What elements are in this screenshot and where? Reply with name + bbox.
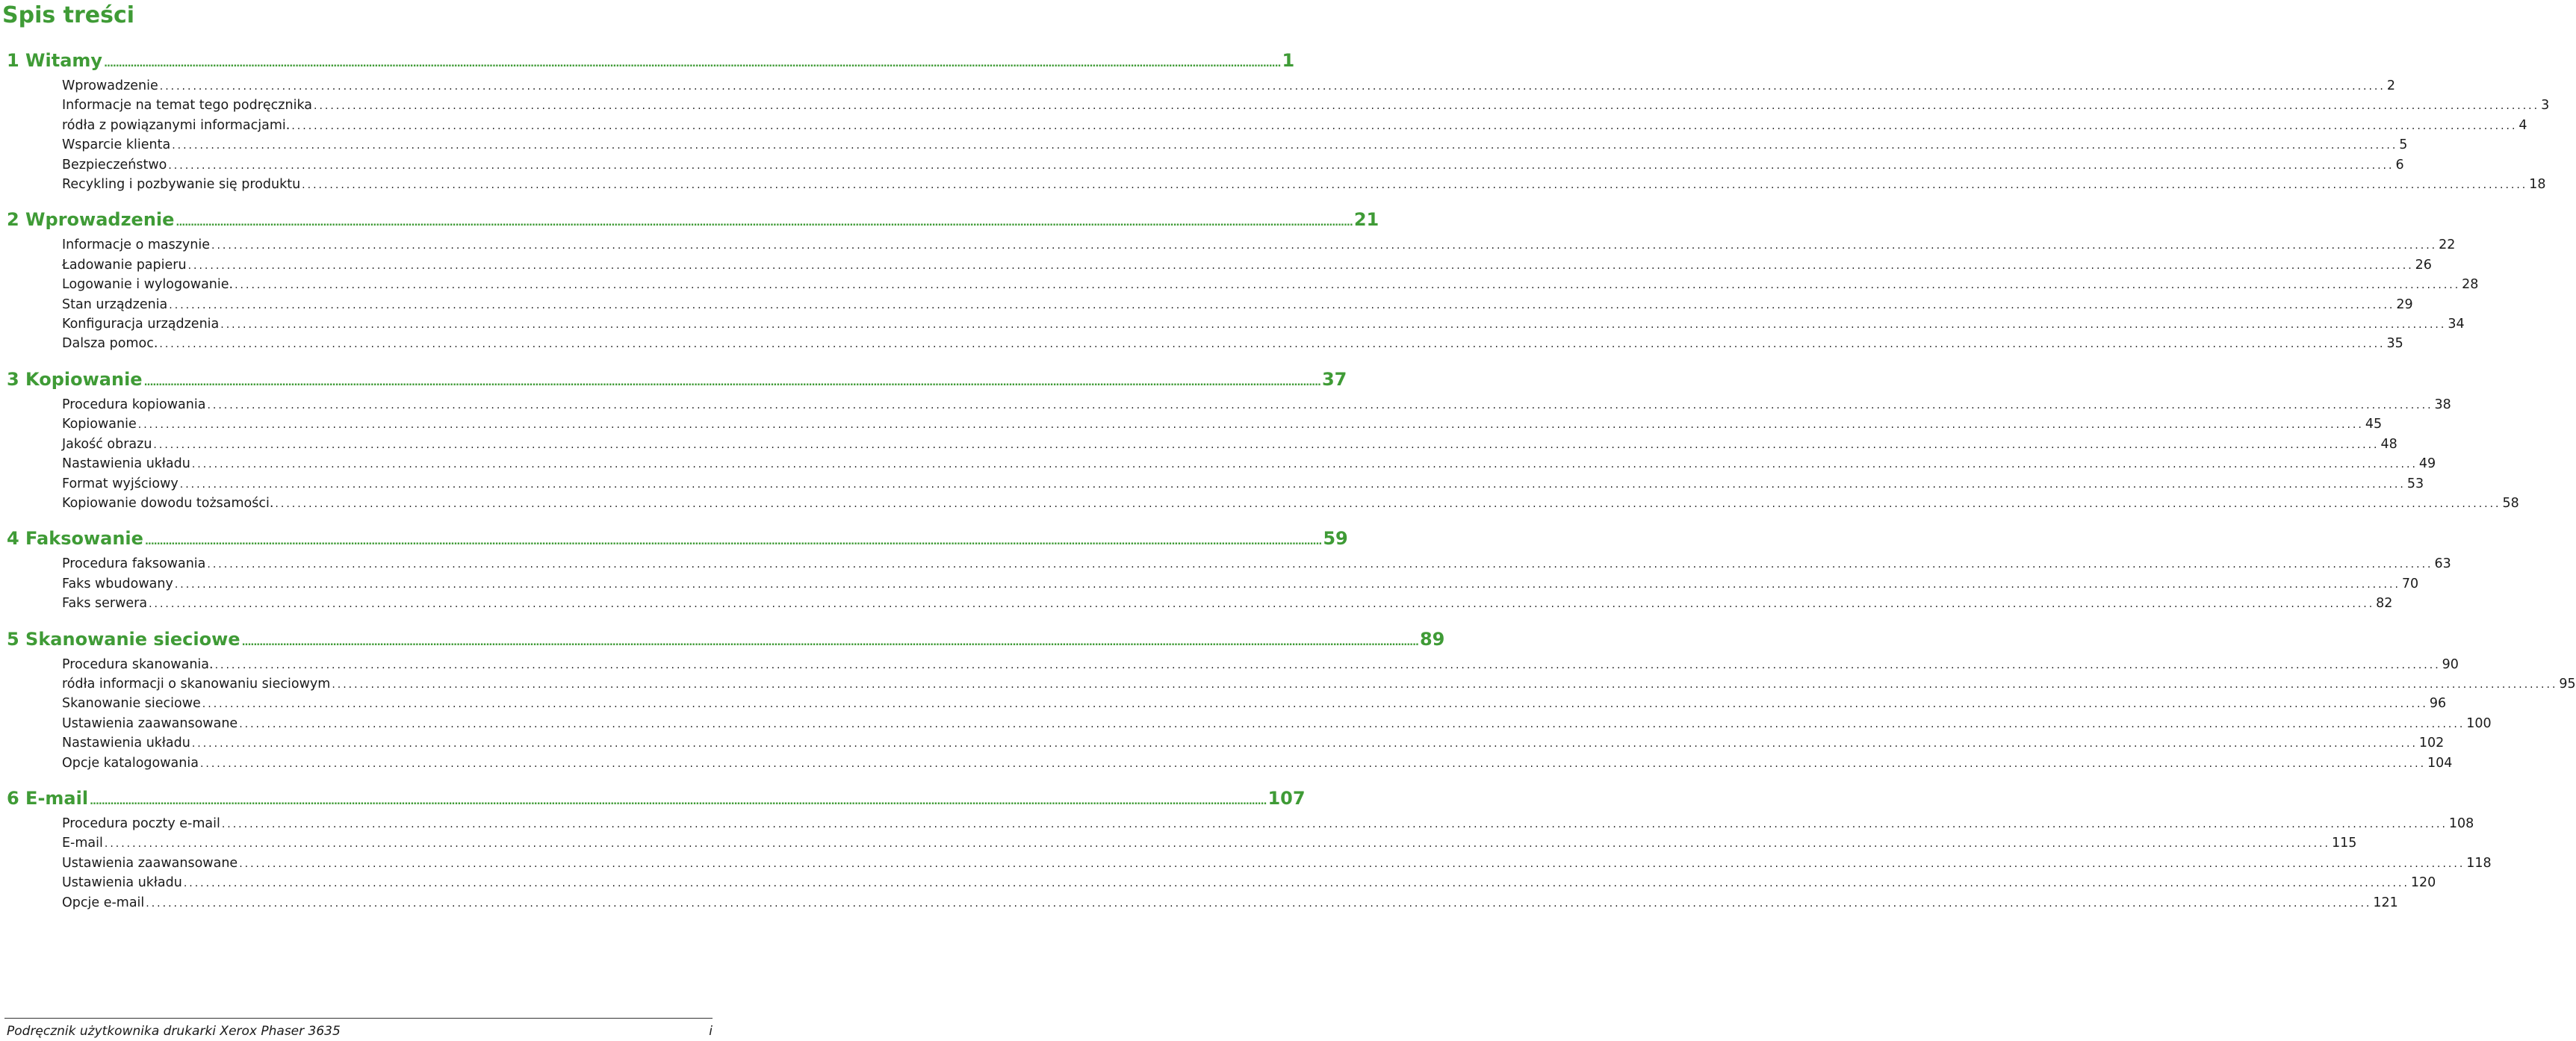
dot-leader: ................................................................................................................................................................................................................................................................................................................................................................................................................ xyxy=(146,897,2372,910)
dot-leader: ................................................................................................................................................................................................................................................................................................................................................................................................................ xyxy=(207,559,2433,571)
footer-page-number: i xyxy=(709,1024,713,1039)
toc-entry-list xyxy=(0,77,2550,195)
entry-page-number: 63 xyxy=(2434,556,2451,572)
entry-page-number: 28 xyxy=(2462,277,2479,293)
toc-chapter[interactable] xyxy=(7,627,1445,656)
chapter-title: 6 E-mail xyxy=(7,787,89,809)
toc-chapter[interactable] xyxy=(7,367,1347,396)
entry-title: Opcje e-mail xyxy=(62,895,145,910)
toc-entry[interactable] xyxy=(62,256,2432,276)
toc-entry[interactable] xyxy=(62,136,2408,155)
chapter-title: 1 Witamy xyxy=(7,50,103,71)
entry-title: Informacje na temat tego podręcznika xyxy=(62,98,312,114)
toc-entry[interactable] xyxy=(62,754,2453,774)
toc-entry[interactable] xyxy=(62,594,2393,614)
toc-entry-list xyxy=(0,815,2492,913)
entry-page-number: 29 xyxy=(2396,296,2413,312)
toc-entry[interactable] xyxy=(62,296,2413,315)
entry-page-number: 6 xyxy=(2395,157,2404,173)
toc-entry[interactable] xyxy=(62,156,2404,175)
entry-title: Faks wbudowany xyxy=(62,576,173,591)
chapter-page-number: 21 xyxy=(1353,209,1379,231)
toc-entry-list xyxy=(0,236,2479,354)
entry-page-number: 121 xyxy=(2373,895,2398,910)
entry-page-number: 108 xyxy=(2448,815,2474,831)
toc-entry[interactable] xyxy=(62,315,2465,335)
entry-title: Recykling i pozbywanie się produktu xyxy=(62,177,301,193)
dot-leader: ................................................................................................................................................................................................................................................................................................................................................................................................................ xyxy=(239,718,2465,730)
toc-entry[interactable] xyxy=(62,675,2576,694)
chapter-page-number: 89 xyxy=(1419,628,1445,650)
dot-leader: ................................................................................................................................................................................................................................................................................................................................................................................................................ xyxy=(144,536,1322,548)
toc-entry[interactable] xyxy=(62,475,2424,494)
entry-page-number: 48 xyxy=(2380,436,2397,452)
dot-leader: ................................................................................................................................................................................................................................................................................................................................................................................................................ xyxy=(176,217,1353,229)
entry-page-number: 45 xyxy=(2365,417,2383,432)
dot-leader: ................................................................................................................................................................................................................................................................................................................................................................................................................ xyxy=(179,478,2406,491)
entry-title: Informacje o maszynie xyxy=(62,237,211,253)
entry-title: Nastawienia układu xyxy=(62,736,190,751)
entry-page-number: 26 xyxy=(2415,257,2432,273)
entry-page-number: 100 xyxy=(2466,715,2492,731)
entry-page-number: 2 xyxy=(2386,78,2395,93)
dot-leader: ................................................................................................................................................................................................................................................................................................................................................................................................................ xyxy=(191,738,2418,751)
entry-page-number: 22 xyxy=(2439,237,2456,253)
dot-leader: ................................................................................................................................................................................................................................................................................................................................................................................................................ xyxy=(211,240,2438,252)
entry-page-number: 53 xyxy=(2406,476,2424,491)
dot-leader: ................................................................................................................................................................................................................................................................................................................................................................................................................ xyxy=(202,698,2428,711)
dot-leader: ................................................................................................................................................................................................................................................................................................................................................................................................................ xyxy=(143,376,1320,388)
entry-page-number: 96 xyxy=(2429,696,2447,712)
entry-title: Konfiguracja urządzenia xyxy=(62,317,220,332)
toc-entry-list xyxy=(0,555,2451,614)
toc-chapter[interactable] xyxy=(7,526,1348,555)
dot-leader: ................................................................................................................................................................................................................................................................................................................................................................................................................ xyxy=(191,459,2418,471)
entry-page-number: 18 xyxy=(2529,177,2546,193)
entry-title: Format wyjściowy xyxy=(62,476,179,491)
entry-page-number: 102 xyxy=(2418,736,2445,751)
footer-divider xyxy=(4,1018,713,1019)
toc-entry[interactable] xyxy=(62,175,2546,195)
dot-leader: ................................................................................................................................................................................................................................................................................................................................................................................................................ xyxy=(199,757,2427,770)
dot-leader: ................................................................................................................................................................................................................................................................................................................................................................................................................ xyxy=(275,497,2501,510)
entry-title: Ustawienia zaawansowane xyxy=(62,855,238,871)
entry-title: Wprowadzenie xyxy=(62,78,158,93)
dot-leader: ................................................................................................................................................................................................................................................................................................................................................................................................................ xyxy=(221,818,2448,830)
dot-leader: ................................................................................................................................................................................................................................................................................................................................................................................................................ xyxy=(187,259,2414,272)
dot-leader: ................................................................................................................................................................................................................................................................................................................................................................................................................ xyxy=(153,438,2380,451)
toc-entry[interactable] xyxy=(62,715,2492,734)
entry-page-number: 4 xyxy=(2518,117,2527,133)
entry-page-number: 3 xyxy=(2541,98,2550,114)
entry-page-number: 38 xyxy=(2434,397,2451,412)
dot-leader: ................................................................................................................................................................................................................................................................................................................................................................................................................ xyxy=(332,678,2558,691)
entry-title: ródła z powiązanymi informacjami. xyxy=(62,117,291,133)
toc-entry[interactable] xyxy=(62,874,2436,893)
dot-leader: ................................................................................................................................................................................................................................................................................................................................................................................................................ xyxy=(174,578,2400,591)
chapter-page-number: 37 xyxy=(1321,368,1347,390)
entry-title: Procedura skanowania. xyxy=(62,656,214,672)
entry-title: ródła informacji o skanowaniu sieciowym xyxy=(62,676,331,692)
entry-title: Jakość obrazu xyxy=(62,436,152,452)
entry-title: Ustawienia zaawansowane xyxy=(62,715,238,731)
toc-entry[interactable] xyxy=(62,335,2403,354)
chapter-title: 3 Kopiowanie xyxy=(7,368,143,390)
toc-chapter[interactable] xyxy=(7,48,1295,77)
dot-leader: ................................................................................................................................................................................................................................................................................................................................................................................................................ xyxy=(207,399,2433,411)
chapter-title: 4 Faksowanie xyxy=(7,528,143,550)
entry-title: E-mail xyxy=(62,836,103,851)
toc-entry[interactable] xyxy=(62,815,2474,834)
dot-leader: ................................................................................................................................................................................................................................................................................................................................................................................................................ xyxy=(214,659,2441,671)
entry-title: Wsparcie klienta xyxy=(62,137,171,153)
toc-entry[interactable] xyxy=(62,694,2447,714)
entry-title: Bezpieczeństwo xyxy=(62,157,167,173)
entry-page-number: 5 xyxy=(2399,137,2408,153)
dot-leader: ................................................................................................................................................................................................................................................................................................................................................................................................................ xyxy=(169,299,2395,311)
toc-entry[interactable] xyxy=(62,116,2527,136)
dot-leader: ................................................................................................................................................................................................................................................................................................................................................................................................................ xyxy=(90,795,1267,807)
toc-entry[interactable] xyxy=(62,415,2383,435)
chapter-page-number: 1 xyxy=(1282,50,1295,71)
entry-page-number: 58 xyxy=(2502,495,2519,511)
dot-leader: ................................................................................................................................................................................................................................................................................................................................................................................................................ xyxy=(159,81,2386,93)
dot-leader: ................................................................................................................................................................................................................................................................................................................................................................................................................ xyxy=(137,419,2364,432)
toc-entry[interactable] xyxy=(62,575,2419,594)
toc-entry[interactable] xyxy=(62,894,2398,913)
entry-page-number: 49 xyxy=(2418,456,2436,472)
dot-leader: ................................................................................................................................................................................................................................................................................................................................................................................................................ xyxy=(235,279,2461,292)
toc-chapter[interactable] xyxy=(7,207,1379,236)
toc-entry[interactable] xyxy=(62,834,2357,854)
entry-title: Nastawienia układu xyxy=(62,456,190,472)
entry-page-number: 115 xyxy=(2331,836,2357,851)
dot-leader: ................................................................................................................................................................................................................................................................................................................................................................................................................ xyxy=(314,100,2540,113)
dot-leader: ................................................................................................................................................................................................................................................................................................................................................................................................................ xyxy=(104,58,1281,69)
dot-leader: ................................................................................................................................................................................................................................................................................................................................................................................................................ xyxy=(172,140,2398,152)
chapter-page-number: 59 xyxy=(1323,528,1348,550)
page-title: Spis treści xyxy=(2,2,135,28)
dot-leader: ................................................................................................................................................................................................................................................................................................................................................................................................................ xyxy=(168,159,2395,172)
entry-page-number: 104 xyxy=(2427,755,2453,771)
toc-entry[interactable] xyxy=(62,455,2436,474)
toc-entry[interactable] xyxy=(62,656,2459,675)
entry-title: Procedura poczty e-mail xyxy=(62,815,220,831)
entry-title: Faks serwera xyxy=(62,596,148,612)
entry-title: Ustawienia układu xyxy=(62,875,182,891)
entry-title: Skanowanie sieciowe xyxy=(62,696,201,712)
entry-title: Kopiowanie dowodu tożsamości. xyxy=(62,495,274,511)
toc-entry[interactable] xyxy=(62,276,2479,295)
toc-entry[interactable] xyxy=(62,854,2492,874)
dot-leader: ................................................................................................................................................................................................................................................................................................................................................................................................................ xyxy=(149,598,2375,611)
toc-entry[interactable] xyxy=(62,734,2445,753)
entry-page-number: 70 xyxy=(2401,576,2419,591)
dot-leader: ................................................................................................................................................................................................................................................................................................................................................................................................................ xyxy=(302,179,2528,192)
dot-leader: ................................................................................................................................................................................................................................................................................................................................................................................................................ xyxy=(183,877,2409,890)
dot-leader: ................................................................................................................................................................................................................................................................................................................................................................................................................ xyxy=(104,838,2330,851)
toc-entry[interactable] xyxy=(62,77,2395,96)
entry-title: Opcje katalogowania xyxy=(62,755,199,771)
table-of-contents xyxy=(0,48,2576,925)
entry-title: Ładowanie papieru xyxy=(62,257,187,273)
toc-entry[interactable] xyxy=(62,494,2519,514)
entry-title: Dalsza pomoc. xyxy=(62,336,158,352)
footer-document-title: Podręcznik użytkownika drukarki Xerox Phaser 3635 xyxy=(7,1024,341,1039)
entry-page-number: 90 xyxy=(2442,656,2459,672)
dot-leader: ................................................................................................................................................................................................................................................................................................................................................................................................................ xyxy=(291,119,2518,132)
toc-chapter[interactable] xyxy=(7,786,1306,815)
entry-title: Kopiowanie xyxy=(62,417,137,432)
entry-page-number: 35 xyxy=(2386,336,2403,352)
dot-leader: ................................................................................................................................................................................................................................................................................................................................................................................................................ xyxy=(241,636,1418,648)
entry-page-number: 120 xyxy=(2410,875,2436,891)
toc-entry-list xyxy=(0,656,2576,774)
entry-title: Logowanie i wylogowanie. xyxy=(62,277,234,293)
toc-entry[interactable] xyxy=(62,96,2550,116)
dot-leader: ................................................................................................................................................................................................................................................................................................................................................................................................................ xyxy=(220,319,2447,332)
dot-leader: ................................................................................................................................................................................................................................................................................................................................................................................................................ xyxy=(239,857,2465,870)
entry-title: Procedura faksowania xyxy=(62,556,206,572)
toc-entry[interactable] xyxy=(62,555,2451,574)
chapter-title: 5 Skanowanie sieciowe xyxy=(7,628,240,650)
entry-page-number: 118 xyxy=(2466,855,2492,871)
toc-entry-list xyxy=(0,396,2519,514)
toc-entry[interactable] xyxy=(62,236,2456,255)
dot-leader: ................................................................................................................................................................................................................................................................................................................................................................................................................ xyxy=(159,338,2386,351)
entry-page-number: 95 xyxy=(2559,676,2576,692)
entry-page-number: 82 xyxy=(2376,596,2393,612)
toc-entry[interactable] xyxy=(62,435,2397,455)
entry-page-number: 34 xyxy=(2448,317,2465,332)
chapter-page-number: 107 xyxy=(1267,787,1306,809)
entry-title: Procedura kopiowania xyxy=(62,397,206,412)
entry-title: Stan urządzenia xyxy=(62,296,168,312)
toc-entry[interactable] xyxy=(62,396,2451,415)
chapter-title: 2 Wprowadzenie xyxy=(7,209,175,231)
